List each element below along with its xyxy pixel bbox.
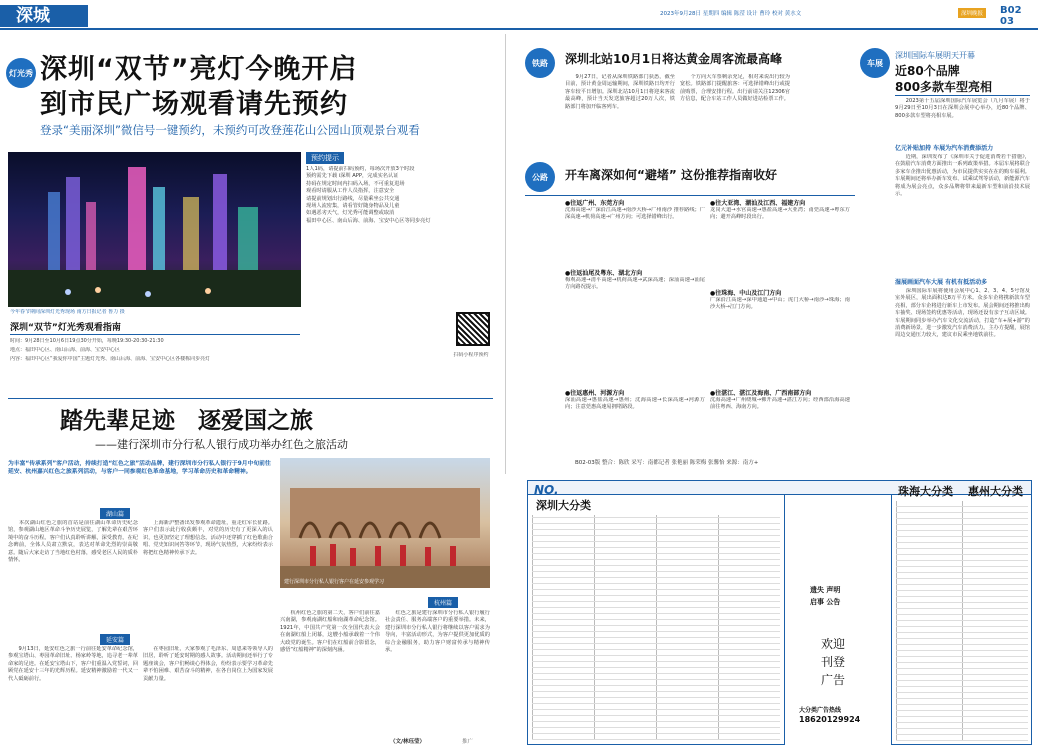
- hangzhou-col1: 杭州红色之旅的第二天，客户们前往嘉兴南湖，参观南湖红船和南湖革命纪念馆。1921年，中国共产党第一次全国代表大会在南湖红船上闭幕，这艘小船承载着一个伟大政党的诞生。客户们在红船前合影留念，感悟“红船精神”的深刻内涵。: [280, 610, 380, 654]
- guide-list: [306, 166, 490, 334]
- info-place: 地点：福田中心区、南山后海、前海、宝安中心区: [10, 347, 121, 353]
- autoshow-sub-2: 湿展画面汽车大展 有机有抵活动多: [895, 279, 988, 286]
- classified-title: 深圳大分类: [536, 499, 591, 512]
- redtour-title: 踏先辈足迹 逐爱国之旅: [60, 407, 313, 434]
- rail-badge: 铁路: [525, 48, 555, 78]
- yanan-col2: 在枣园旧址，大家参观了毛泽东、周恩来等领导人的旧居，聆听了延安时期的感人故事。活动期间还举行了专题座谈会，客户们畅谈心得体会，纷纷表示要学习革命先辈不怕困难、艰苦奋斗的精神，在各自岗位上为国家发展贡献力量。: [143, 646, 273, 682]
- redtour-photo-caption: 建行深圳市分行私人银行客户在延安参观学习: [284, 579, 385, 585]
- hushan-col2: 上海新沪整备出发参观革命遗址，重走红军长征路。客户们表示此行收获颇丰，对党的历史有了更深入的认识，也更加坚定了理想信念。活动中还穿插了红色歌曲合唱、党史知识问答等环节，现场气氛热烈，大家纷纷表示将把红色精神传承下去。: [143, 520, 273, 556]
- autoshow-kicker: 深圳国际车展明天开幕: [895, 51, 975, 60]
- road-group: [565, 268, 705, 329]
- classified-logo: NO.: [534, 483, 559, 497]
- hushan-col1: 本次湖山红色之旅的首站是前往湖山革命历史纪念馆，参观湖山地区革命斗争历史展览，了解先辈在艰苦环境中的奋斗历程。客户们认真聆听讲解，深受教育。在纪念碑前，全体人员肃立默哀，表达对革命先烈的崇高敬意。随后大家走访了当地红色村落，感受老区人民的质朴情怀。: [8, 520, 138, 564]
- huizhou-title: 惠州大分类: [968, 485, 1023, 498]
- qr-caption: 扫码小程序预约: [453, 352, 489, 358]
- info-content: 内容：福田中心区“我爱你中国”主题灯光秀、南山后海、前海、宝安中心区各楼栋同步亮灯: [10, 356, 211, 362]
- info-time: 时间：9月28日至10月6日19点30分开始，每晚19:30-20:30-21:30: [10, 338, 164, 344]
- header-bar: [0, 0, 1038, 30]
- guide-item: 持码在规定时间内扫码入场，不可重复进场: [306, 180, 405, 187]
- rail-title: 深圳北站10月1日将达黄金周客流最高峰: [565, 52, 783, 66]
- guide-item: 现场人流密集，请看管好随身物品及儿童: [306, 203, 400, 210]
- classified-grid-left: [532, 515, 780, 740]
- header-meta: 2023年9月28日 星期四 编辑 陈滢 设计 曹玲 校对 黄水文: [660, 11, 802, 17]
- credits-line: B02-03版 整合：陈欣 采写：南都记者 张艳丽 陈荣梅 张馨怡 来源：南方+: [575, 460, 759, 466]
- redtour-subtitle: ——建行深圳市分行私人银行成功举办红色之旅活动: [95, 438, 348, 451]
- sec-hangzhou: 杭州篇: [428, 597, 458, 608]
- guanggao-text: 广告: [821, 673, 846, 687]
- road-badge: 公路: [525, 162, 555, 192]
- header-tag: 深圳晚报: [958, 8, 986, 18]
- classified-grid-right: [896, 501, 1028, 741]
- lights-badge: 灯光秀: [6, 58, 36, 88]
- ad-mark: 推广: [462, 739, 474, 745]
- sec-hushan: 湖山篇: [100, 508, 130, 519]
- sec-yanan: 延安篇: [100, 634, 130, 645]
- autoshow-col3: 深圳国际车展将使用会展中心1、2、3、4、5号馆及室外展区，展出面积达8万平方米。众多车企将携新款车型亮相，部分车企将进行新车上市发布。展会期间还将推出购车抽奖、现场签约优惠等活动，现场还设有亲子互动区域。车展期间同步举办汽车文化交流活动，打造“车+展+游”的消费新场景，进一步激发汽车消费活力。主办方提醒，展馆周边交通压力较大，建议市民乘坐地铁前往。: [895, 288, 1030, 339]
- guide-item: 福田中心区、南山后海、前海、宝安中心区等同步亮灯: [306, 217, 431, 224]
- lights-title-1: 深圳“双节”亮灯今晚开启: [40, 54, 358, 85]
- column-divider: [505, 34, 506, 474]
- road-group-text: 深汕高速→惠盐高速→惠州；沈海高速→长深高速→河源方向；注意莞惠高速易拥堵路段。: [565, 397, 705, 411]
- autoshow-col1: 2023第十五届深圳国际汽车展览会（九月车展）将于9月29日至10月3日在深圳会展中心举办，近80个品牌、800多款车型将亮相车展。: [895, 98, 1030, 119]
- autoshow-title-2: 800多款车型亮相: [895, 80, 993, 94]
- autoshow-title-1: 近80个品牌: [895, 64, 960, 78]
- notice-line-2: 启事 公告: [810, 598, 841, 606]
- road-group-title: ●往大亚湾、潮汕及江西、福建方向: [710, 200, 806, 207]
- night-city-photo: [8, 152, 301, 307]
- redtour-photo: [280, 458, 490, 588]
- notice-box: [784, 495, 892, 745]
- road-group: [565, 198, 705, 259]
- qr-code[interactable]: [456, 312, 490, 346]
- guide-item: 预约需先下载 i深圳 APP，完成实名认证: [306, 173, 399, 180]
- photo-caption: 今年春节期间深圳灯光秀现场 南方日报记者 鲁力 摄: [10, 309, 125, 315]
- yanan-col1: 9月13日，延安红色之旅一行前往延安革命纪念馆，参观宝塔山、枣园革命旧址、杨家岭等地，追寻老一辈革命家的足迹。在延安宝塔山下，客户们重温入党誓词，回顾党在延安十三年的光辉历程。延安精神激励着一代又一代人砥砺前行。: [8, 646, 138, 682]
- road-group-title: ●往返汕尾及粤东、湖北方向: [565, 270, 643, 277]
- autoshow-sub-1: 亿元补贴加持 车展为汽车消费添活力: [895, 145, 994, 152]
- rail-col2: 个方向大车票剩余充足，相对来说出行较为宽松。铁路部门提醒旅客：可选择错峰出行或提前购票，合理安排行程。出行前请关注12306官方信息，配合车站工作人员做好进站检票工作。: [680, 74, 790, 103]
- road-group-text: 沈海高速→广深沿江高速→南沙大桥→广州南沙 推荐路线；广深高速→机荷高速→广州方向；可选择错峰出行。: [565, 207, 705, 221]
- notice-line-1: 遗失 声明: [810, 586, 841, 594]
- road-group-title: ●往湛江、湛江及海南、广西南部方向: [710, 390, 812, 397]
- road-group: [710, 198, 850, 259]
- page-number: B02 03: [1000, 5, 1022, 27]
- guide-box: [306, 152, 490, 392]
- classified-block: [527, 480, 1032, 745]
- rail-col1: 9月27日，记者从深圳铁路部门获悉，截至目前，预计黄金周运输期间，深圳铁路日均开行客车较平日增加。深圳北站10月1日将迎来客流最高峰，预计当天发送旅客超过20万人次，铁路部门将加开临客列车。: [565, 74, 675, 110]
- road-group-text: 沈海高速→广州绕城→佛开高速→湛江方向；经西部沿海高速前往粤西、海南方向。: [710, 397, 850, 411]
- hangzhou-col2: 红色之旅是建行深圳市分行私人银行履行社会责任、服务高端客户的重要举措。未来，建行深圳市分行私人银行将继续以客户需求为导向，丰富活动形式，为客户提供更加优质的综合金融服务，助力客户财富传承与精神传承。: [385, 610, 490, 654]
- road-group-title: ●往返广州、东莞方向: [565, 200, 625, 207]
- zhuhai-title: 珠海大分类: [898, 485, 953, 498]
- section-label: 深城: [0, 5, 88, 27]
- autoshow-col2: 近期，深圳发布了《深圳市关于促进消费若干措施》，在鼓励汽车消费方面推出一系列政策举措。本届车展将联合多家车企推出优惠活动，为市民提供实实在在的购车福利。车展期间还将举办新车发布、试乘试驾等活动，新能源汽车将成为展会亮点，众多品牌将带来最新车型和前沿技术展示。: [895, 154, 1030, 198]
- guide-item: 如遇恶劣天气，灯光秀可能调整或取消: [306, 210, 395, 217]
- road-title: 开车离深如何“避堵” 这份推荐指南收好: [565, 168, 777, 182]
- guide-item: 观看时请服从工作人员指挥，注意安全: [306, 188, 395, 195]
- welcome-text: 欢迎: [821, 637, 846, 651]
- redtour-lead: 为丰富“传承系列”客户活动，持续打造“红色之旅”活动品牌，建行深圳市分行私人银行于9月中旬前往延安、杭州嘉兴红色之旅系列活动，与客户一同参观红色革命基地，学习革命历史和革命精神。: [8, 461, 271, 475]
- info-title: 深圳“双节”灯光秀观看指南: [10, 323, 121, 333]
- hotline-label: 大分类广告热线: [799, 707, 842, 714]
- road-group-title: ●往珠海、中山及江门方向: [710, 290, 782, 297]
- kandeng-text: 刊登: [821, 655, 846, 669]
- classified-header: [528, 481, 1031, 495]
- guide-item: 请提前规划出行路线，尽量乘坐公共交通: [306, 195, 400, 202]
- road-group-text: 龙岗大道→水官高速→惠盐高速→大亚湾；甬莞高速→粤东方向；避开高峰时段出行。: [710, 207, 850, 221]
- road-group-text: 梅观高速→清平高速→机荷高速→武深高速；深汕高速→汕尾方向路况提示。: [565, 277, 705, 291]
- road-group: [565, 388, 705, 449]
- autoshow-badge: 车展: [860, 48, 890, 78]
- redtour-footer: （文/林珏莹）: [390, 739, 426, 745]
- guide-item: 1人1码，请提前扫码预约，每场次开放3个时段: [306, 166, 415, 172]
- road-group: [710, 288, 850, 349]
- road-group-title: ●往返惠州、河源方向: [565, 390, 625, 397]
- guide-title: 预约提示: [306, 152, 344, 164]
- lights-title-2: 到市民广场观看请先预约: [40, 89, 348, 120]
- hotline-number[interactable]: 18620129924: [799, 715, 861, 724]
- lights-subtitle: 登录“美丽深圳”微信号一键预约，未预约可改登莲花山公园山顶观景台观看: [40, 123, 420, 137]
- road-group-text: 广深沿江高速→深中通道→中山；虎门大桥→南沙→珠海；南沙大桥→江门方向。: [710, 297, 850, 311]
- road-group: [710, 388, 850, 449]
